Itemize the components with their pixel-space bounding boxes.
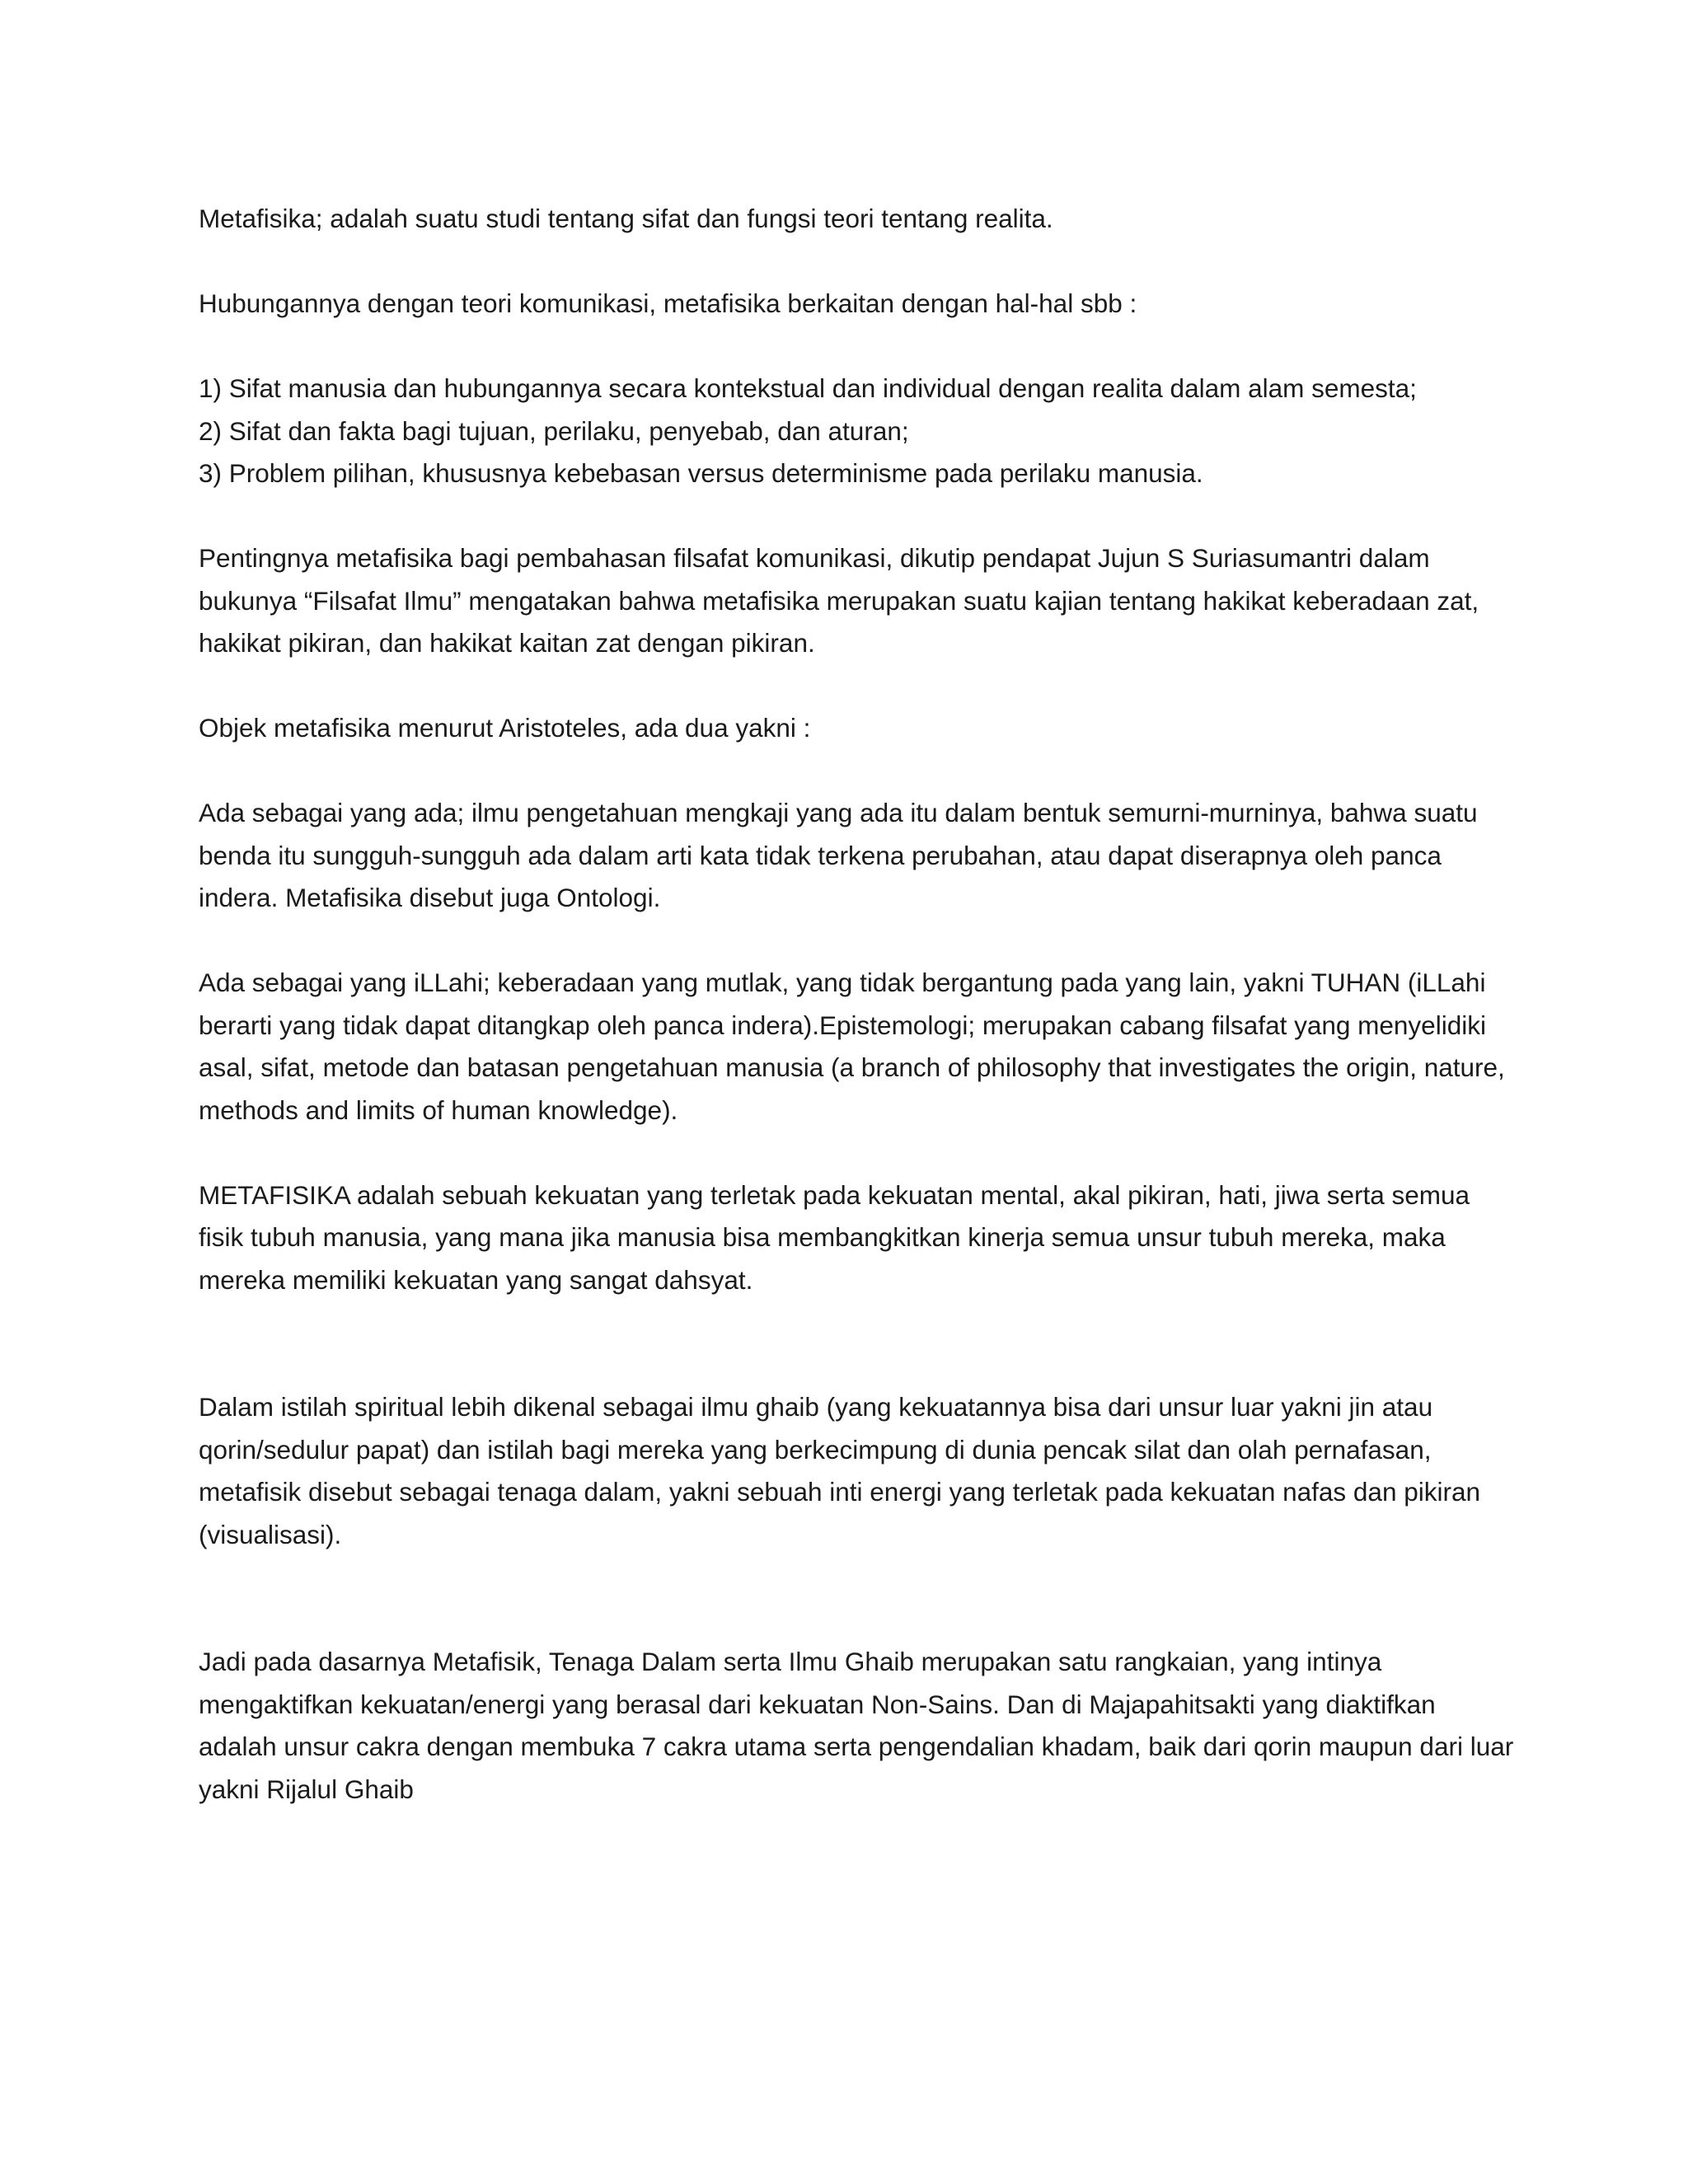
paragraph-conclusion: Jadi pada dasarnya Metafisik, Tenaga Dalam serta Ilmu Ghaib merupakan satu rangkaian, yang intinya mengaktifkan kekuatan/energi yang berasal dari kekuatan Non-Sains. Dan di Majapahitsakti yang diaktifkan adalah unsur cakra dengan membuka 7 cakra utama serta pengendalian khadam, baik dari qorin maupun dari luar yakni Rijalul Ghaib	[199, 1647, 1514, 1804]
list-item: 1) Sifat manusia dan hubungannya secara kontekstual dan individual dengan realita dalam alam semesta;	[199, 373, 1417, 403]
paragraph-importance: Pentingnya metafisika bagi pembahasan filsafat komunikasi, dikutip pendapat Jujun S Suriasumantri dalam bukunya “Filsafat Ilmu” mengatakan bahwa metafisika merupakan suatu kajian tentang hakikat keberadaan zat, hakikat pikiran, dan hakikat kaitan zat dengan pikiran.	[199, 543, 1479, 658]
paragraph-metafisika-power: METAFISIKA adalah sebuah kekuatan yang terletak pada kekuatan mental, akal pikiran, hati, jiwa serta semua fisik tubuh manusia, yang mana jika manusia bisa membangkitkan kinerja semua unsur tubuh mereka, maka mereka memiliki kekuatan yang sangat dahsyat.	[199, 1179, 1470, 1295]
list-item: 3) Problem pilihan, khususnya kebebasan versus determinisme pada perilaku manusia.	[199, 458, 1203, 488]
paragraph-aristotle-objects: Objek metafisika menurut Aristoteles, ada dua yakni :	[199, 713, 811, 743]
paragraph-communication-relation: Hubungannya dengan teori komunikasi, metafisika berkaitan dengan hal-hal sbb :	[199, 288, 1137, 318]
paragraph-being-divine: Ada sebagai yang iLLahi; keberadaan yang mutlak, yang tidak bergantung pada yang lain, yakni TUHAN (iLLahi berarti yang tidak dapat ditangkap oleh panca indera).Epistemologi; merupakan cabang filsafat yang menyelidiki asal, sifat, metode dan batasan pengetahuan manusia (a branch of philosophy that investigates the origin, nature, methods and limits of human knowledge).	[199, 968, 1505, 1125]
paragraph-spiritual-term: Dalam istilah spiritual lebih dikenal sebagai ilmu ghaib (yang kekuatannya bisa dari unsur luar yakni jin atau qorin/sedulur papat) dan istilah bagi mereka yang berkecimpung di dunia pencak silat dan olah pernafasan, metafisik disebut sebagai tenaga dalam, yakni sebuah inti energi yang terletak pada kekuatan nafas dan pikiran (visualisasi).	[199, 1392, 1481, 1549]
list-item: 2) Sifat dan fakta bagi tujuan, perilaku, penyebab, dan aturan;	[199, 415, 909, 446]
paragraph-being-as-being: Ada sebagai yang ada; ilmu pengetahuan mengkaji yang ada itu dalam bentuk semurni-murninya, bahwa suatu benda itu sungguh-sungguh ada dalam arti kata tidak terkena perubahan, atau dapat diserapnya oleh panca indera. Metafisika disebut juga Ontologi.	[199, 798, 1478, 912]
document-body	[199, 198, 1517, 1811]
paragraph-definition: Metafisika; adalah suatu studi tentang sifat dan fungsi teori tentang realita.	[199, 204, 1053, 233]
numbered-list	[199, 368, 1517, 495]
